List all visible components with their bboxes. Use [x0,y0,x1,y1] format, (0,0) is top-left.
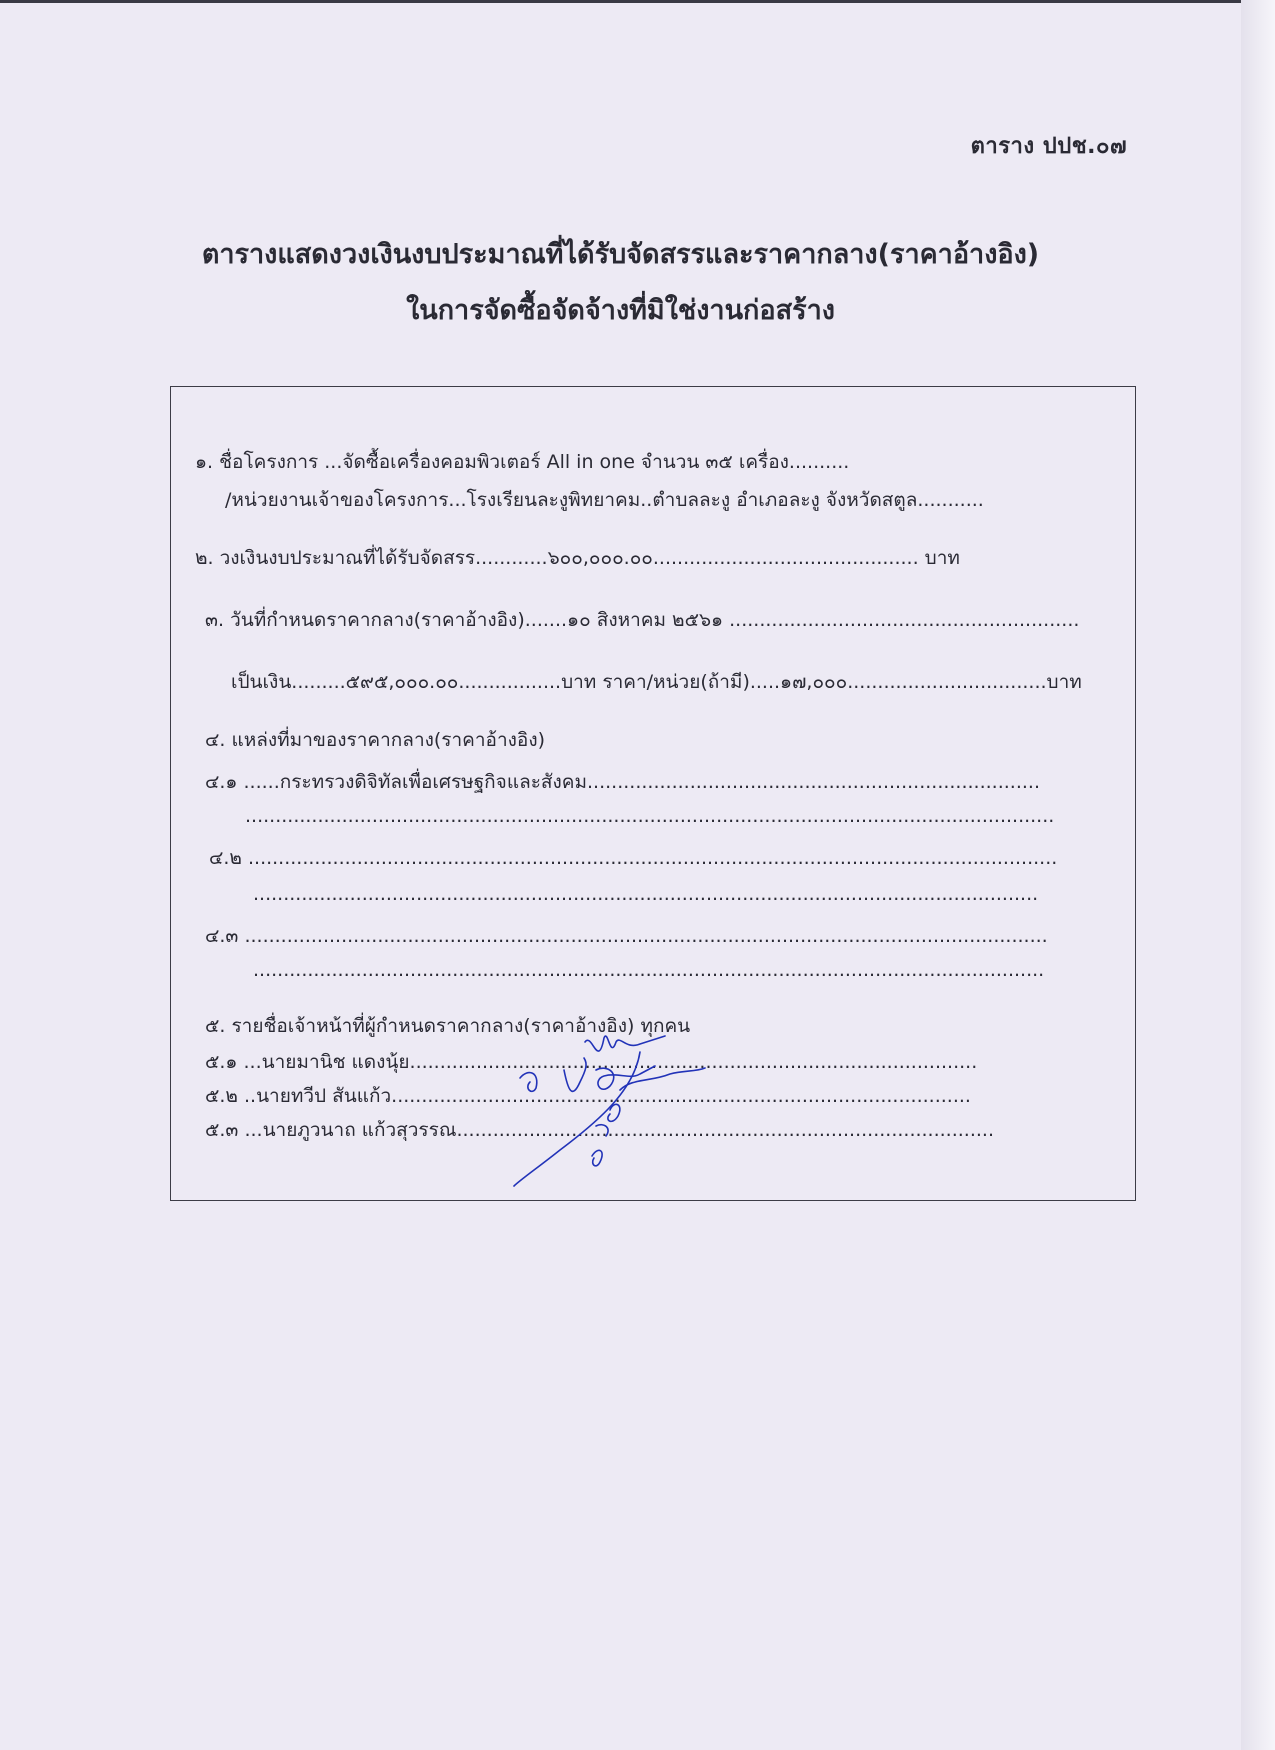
item2-budget: ๒. วงเงินงบประมาณที่ได้รับจัดสรร............๖๐๐,๐๐๐.๐๐............................................ บาท [195,547,960,569]
item1-agency: /หน่วยงานเจ้าของโครงการ...โรงเรียนละงูพิทยาคม..ตำบลละงู อำเภอละงู จังหวัดสตูล........... [225,489,984,511]
item5-official-3: ๕.๓ ...นายภูวนาถ แก้วสุวรรณ......................................................................................... [205,1119,994,1141]
item3-reference-date: ๓. วันที่กำหนดราคากลาง(ราคาอ้างอิง).......๑๐ สิงหาคม ๒๕๖๑ .......................................................... [205,609,1080,631]
item5-official-2: ๕.๒ ..นายทวีป สันแก้ว................................................................................................ [205,1085,971,1107]
item1-project-name: ๑. ชื่อโครงการ ...จัดซื้อเครื่องคอมพิวเตอร์ All in one จำนวน ๓๕ เครื่อง.......... [195,451,850,473]
item4-source-1-continued: ...................................................................................................................................... [245,805,1055,827]
item4-source-1: ๔.๑ ......กระทรวงดิจิทัลเพื่อเศรษฐกิจและสังคม........................................................................... [205,771,1040,793]
item4-heading: ๔. แหล่งที่มาของราคากลาง(ราคาอ้างอิง) [205,729,546,751]
form-code: ตาราง ปปช.๐๗ [970,134,1127,159]
item4-source-3: ๔.๓ ..................................................................................................................................... [205,925,1048,947]
item3-amount: เป็นเงิน.........๕๙๕,๐๐๐.๐๐.................บาท ราคา/หน่วย(ถ้ามี).....๑๗,๐๐๐.................................บาท [231,671,1082,693]
handwritten-signatures [500,1030,730,1190]
document-subtitle: ในการจัดซื้อจัดจ้างที่มิใช่งานก่อสร้าง [406,295,835,326]
document-title: ตารางแสดงวงเงินงบประมาณที่ได้รับจัดสรรและราคากลาง(ราคาอ้างอิง) [201,239,1040,270]
item4-source-3-continued: ................................................................................................................................... [253,959,1045,981]
item4-source-2: ๔.๒ ...................................................................................................................................... [209,847,1058,869]
item5-heading: ๕. รายชื่อเจ้าหน้าที่ผู้กำหนดราคากลาง(ราคาอ้างอิง) ทุกคน [205,1015,691,1037]
item5-official-1: ๕.๑ ...นายมานิช แดงนุ้ย.............................................................................................. [205,1051,978,1073]
item4-source-2-continued: .................................................................................................................................. [253,883,1039,905]
scan-page-edge [1241,0,1275,1750]
scan-top-edge [0,0,1241,3]
